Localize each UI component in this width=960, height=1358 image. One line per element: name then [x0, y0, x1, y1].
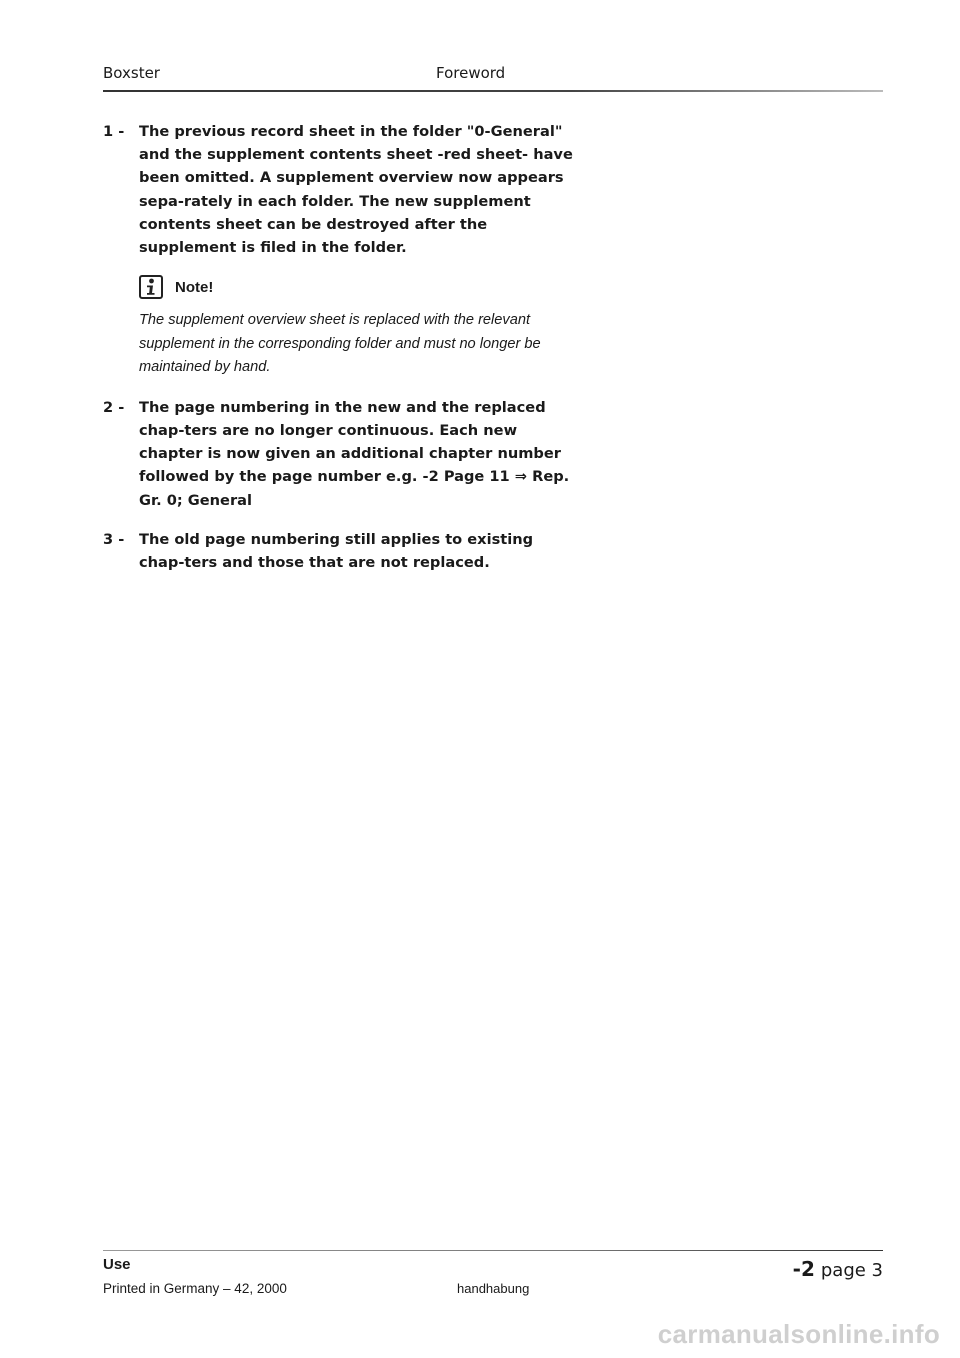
- footer-title: Use: [103, 1256, 131, 1273]
- list-item-number: 2 -: [103, 398, 125, 416]
- list-item-number: 3 -: [103, 530, 125, 548]
- list-item-text: The previous record sheet in the folder "0-General" and the supplement contents sheet -red sheet- have been omitted. A supplement overview now appears sepa-rately in each folder. The new supplement contents sheet can be destroyed after the supplement is filed in the folder.: [139, 123, 573, 257]
- page-chapter-number: -2: [792, 1257, 815, 1281]
- list-item-number: 1 -: [103, 123, 125, 140]
- footer-print-info: Printed in Germany – 42, 2000: [103, 1281, 287, 1296]
- document-body: [103, 120, 573, 590]
- note-label: Note!: [175, 278, 214, 296]
- list-item: [103, 528, 573, 574]
- page-number: [793, 1257, 883, 1281]
- list-item: [103, 396, 573, 512]
- header-model: Boxster: [103, 64, 160, 82]
- note-heading: [139, 275, 573, 299]
- header-divider: [103, 90, 883, 92]
- info-icon: [139, 275, 163, 299]
- list-item: [103, 120, 573, 259]
- list-item-text: The old page numbering still applies to existing chap-ters and those that are not replaced.: [139, 530, 534, 571]
- watermark: carmanualsonline.info: [657, 1319, 940, 1349]
- header-section-title: Foreword: [436, 64, 506, 82]
- footer-divider: [103, 1250, 883, 1251]
- list-item-text: The page numbering in the new and the replaced chap-ters are no longer continuous. Each new chapter is now given an additional chapter number followed by the page number e.g. -2 Page 11 ⇒ Rep. Gr. 0; General: [139, 398, 570, 509]
- footer-filename: handhabung: [457, 1281, 530, 1296]
- note-text: The supplement overview sheet is replaced with the relevant supplement in the corresponding folder and must no longer be maintained by hand.: [139, 312, 541, 376]
- page-label: page 3: [820, 1260, 883, 1281]
